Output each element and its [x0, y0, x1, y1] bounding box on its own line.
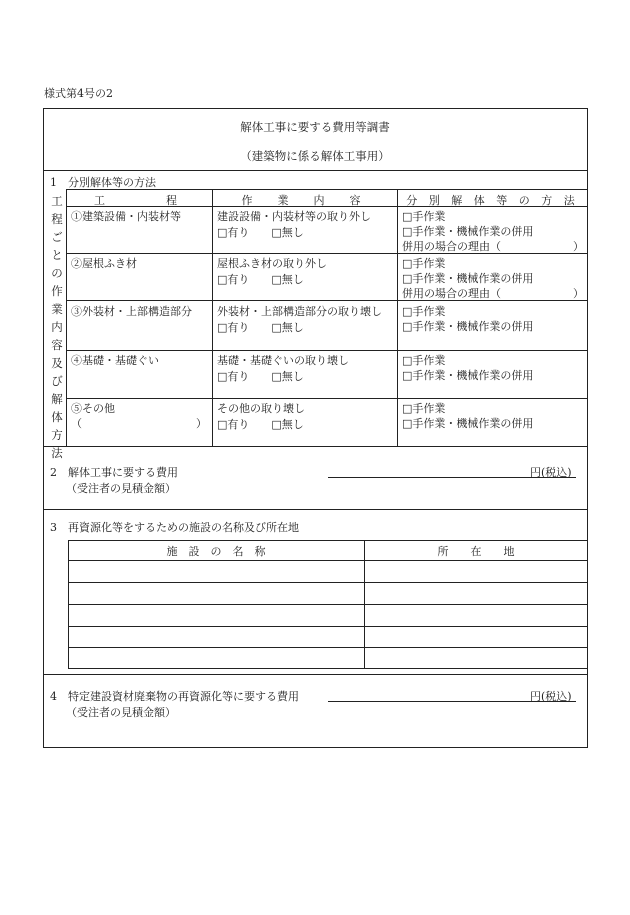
divider [43, 509, 588, 510]
presence-choice[interactable]: □有り □無し [217, 321, 304, 334]
table-line [397, 189, 398, 446]
presence-choice[interactable]: □有り □無し [217, 418, 304, 431]
table-line [212, 189, 213, 446]
process-other-open: （ [71, 417, 82, 430]
process-cell: ④基礎・基礎ぐい [71, 354, 159, 367]
work-cell: 基礎・基礎ぐいの取り壊し [217, 354, 349, 367]
reason-label: 併用の場合の理由（ [402, 240, 501, 253]
work-cell: 建設設備・内装材等の取り外し [217, 210, 371, 223]
section4-note: （受注者の見積金額） [66, 706, 176, 719]
divider [43, 170, 588, 171]
work-cell: 屋根ふき材の取り外し [217, 257, 327, 270]
work-cell: 外装材・上部構造部分の取り壊し [217, 305, 382, 318]
reason-close: ） [573, 240, 584, 253]
presence-choice[interactable]: □有り □無し [217, 226, 304, 239]
section3-heading: 3 再資源化等をするための施設の名称及び所在地 [50, 521, 299, 534]
form-subtitle: （建築物に係る解体工事用） [240, 149, 390, 163]
table-line [66, 398, 588, 399]
table-line [66, 253, 588, 254]
method-combined[interactable]: □手作業・機械作業の併用 [402, 225, 534, 238]
presence-choice[interactable]: □有り □無し [217, 370, 304, 383]
process-cell: ③外装材・上部構造部分 [71, 305, 192, 318]
side-label: 工程ごとの作業内容及び解体方法 [51, 194, 63, 460]
form-title: 解体工事に要する費用等調書 [240, 120, 390, 134]
section4-unit: 円(税込) [530, 690, 572, 703]
method-hand[interactable]: □手作業 [402, 210, 446, 223]
process-cell: ⑤その他 [71, 402, 115, 415]
table-line [66, 189, 67, 446]
section4-heading: 4 特定建設資材廃棄物の再資源化等に要する費用 [50, 690, 299, 703]
table-line [68, 560, 588, 561]
method-hand[interactable]: □手作業 [402, 305, 446, 318]
method-hand[interactable]: □手作業 [402, 354, 446, 367]
table-line [68, 626, 588, 627]
form-code: 様式第4号の2 [44, 87, 113, 100]
section1-heading: 1 分別解体等の方法 [50, 176, 156, 189]
table-line [66, 350, 588, 351]
presence-choice[interactable]: □有り □無し [217, 273, 304, 286]
table-line [66, 206, 588, 207]
table-line [68, 647, 588, 648]
section2-heading: 2 解体工事に要する費用 [50, 466, 178, 479]
table-line [68, 540, 588, 541]
table-line [68, 604, 588, 605]
header-work: 作 業 内 容 [241, 194, 368, 207]
method-combined[interactable]: □手作業・機械作業の併用 [402, 272, 534, 285]
reason-close: ） [573, 287, 584, 300]
header-facility-name: 施 設 の 名 称 [166, 545, 266, 558]
table-line [68, 668, 588, 669]
header-method: 分 別 解 体 等 の 方 法 [406, 194, 579, 207]
table-line [66, 300, 588, 301]
section2-unit: 円(税込) [530, 466, 572, 479]
method-combined[interactable]: □手作業・機械作業の併用 [402, 369, 534, 382]
process-cell: ①建築設備・内装材等 [71, 210, 181, 223]
method-hand[interactable]: □手作業 [402, 257, 446, 270]
table-line [66, 189, 588, 190]
header-location: 所 在 地 [437, 545, 515, 558]
table-line [68, 582, 588, 583]
divider [43, 446, 588, 447]
method-hand[interactable]: □手作業 [402, 402, 446, 415]
reason-label: 併用の場合の理由（ [402, 287, 501, 300]
method-combined[interactable]: □手作業・機械作業の併用 [402, 320, 534, 333]
divider [43, 674, 588, 675]
process-cell: ②屋根ふき材 [71, 257, 137, 270]
header-process: 工 程 [94, 194, 184, 207]
process-other-close: ） [196, 417, 207, 430]
section2-note: （受注者の見積金額） [66, 482, 176, 495]
work-cell: その他の取り壊し [217, 402, 305, 415]
method-combined[interactable]: □手作業・機械作業の併用 [402, 417, 534, 430]
